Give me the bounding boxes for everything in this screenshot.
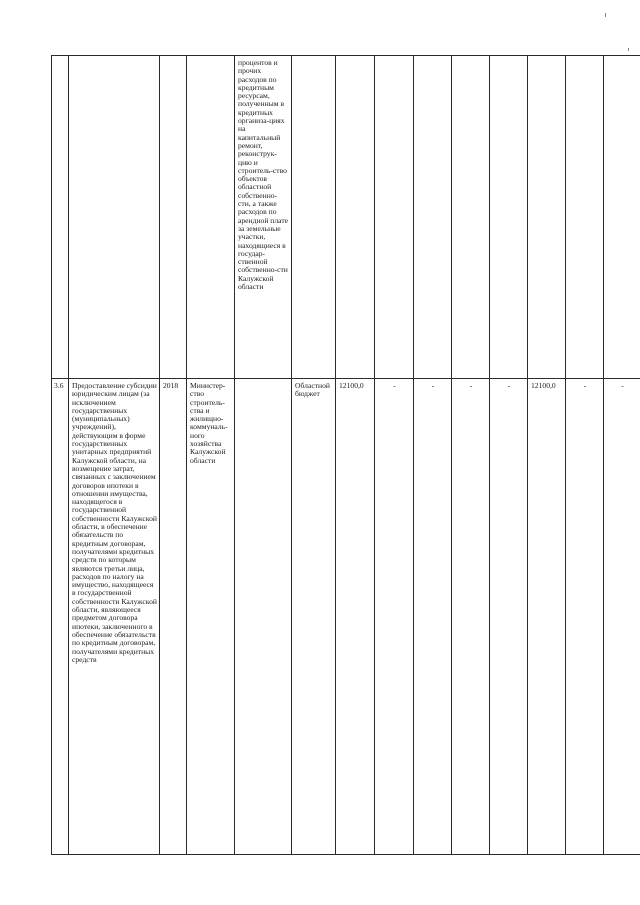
amount-cell: - — [490, 379, 528, 855]
amount-cell — [336, 56, 375, 379]
activity-name-cell — [69, 56, 160, 379]
amount-cell — [528, 56, 566, 379]
scan-speck — [628, 48, 629, 51]
amount-cell — [375, 56, 414, 379]
year-cell: 2018 — [160, 379, 187, 855]
table-row — [52, 56, 640, 379]
amount-cell: - — [566, 379, 604, 855]
amount-cell: - — [452, 379, 490, 855]
amount-cell: - — [375, 379, 414, 855]
amount-cell — [604, 56, 640, 379]
executor-cell — [187, 56, 235, 379]
executor-cell: Министер-ство строитель-ства и жилищно-коммуналь-ного хозяйства Калужской области — [187, 379, 235, 855]
amount-cell: - — [414, 379, 452, 855]
table-row — [52, 379, 640, 855]
scan-speck — [605, 13, 606, 17]
amount-cell — [490, 56, 528, 379]
purpose-cell — [235, 379, 292, 855]
funding-source-cell: Областной бюджет — [292, 379, 336, 855]
year-cell — [160, 56, 187, 379]
amount-cell: 12100,0 — [336, 379, 375, 855]
amount-cell — [452, 56, 490, 379]
amount-cell — [414, 56, 452, 379]
purpose-cell: процентов и прочих расходов по кредитным ресурсам, полученным в кредитных организа-циях на капитальный ремонт, реконструк-цию и строитель-ство объектов областной собственно-сти, а также расходов по арендной плате за земельные участки, находящиеся в государ-ственной собственно-сти Калужской области — [235, 56, 292, 379]
amount-cell: 12100,0 — [528, 379, 566, 855]
activity-name-cell: Предоставление субсидии юридическим лицам (за исключением государственных (муниципальных) учреждений), действующим в форме государственных унитарных предприятий Калужской области, на возмещение затрат, связанных с заключением договоров ипотеки в отношении имущества, находящегося в государственной собственности Калужской области, в обеспечение обязательств по кредитным договорам, получателями кредитных средств по которым являются третьи лица, расходов по налогу на имущество, находящееся в государственной собственности Калужской области, являющееся предметом договора ипотеки, заключенного в обеспечение обязательств по кредитным договорам, получателями кредитных средств — [69, 379, 160, 855]
row-number-cell — [52, 56, 69, 379]
row-number-cell: 3.6 — [52, 379, 69, 855]
program-activities-table — [51, 55, 640, 855]
amount-cell: - — [604, 379, 640, 855]
funding-source-cell — [292, 56, 336, 379]
amount-cell — [566, 56, 604, 379]
